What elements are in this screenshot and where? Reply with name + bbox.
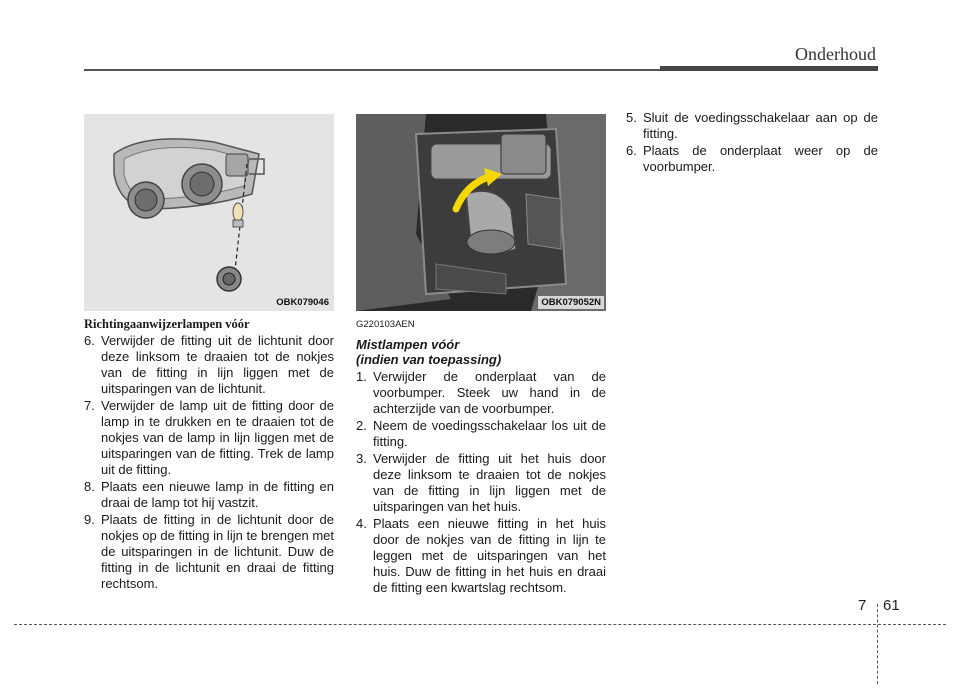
step-number: 9.: [84, 512, 95, 527]
section-title-line: Mistlampen vóór: [356, 337, 460, 352]
step-item: [356, 418, 606, 450]
step-number: 8.: [84, 479, 95, 494]
step-text: Plaats een nieuwe fitting in het huis door de nokjes van de fitting in lijn te leggen met de uitsparingen van het huis. Duw de fitting in het huis en draai de fitting een kwartslag rechtsom.: [373, 516, 606, 595]
step-item: [356, 451, 606, 515]
step-item: [626, 143, 878, 175]
step-number: 7.: [84, 398, 95, 413]
step-text: Plaats de fitting in de lichtunit door de nokjes op de fitting in lijn te brengen met de uitsparingen in de lichtunit. Duw de fitting in de lichtunit en draai de fitting rechtsom.: [101, 512, 334, 591]
page-header-title: Onderhoud: [795, 44, 876, 64]
section-title-line: (indien van toepassing): [356, 352, 502, 367]
header-rule: [84, 69, 660, 71]
step-item: [84, 333, 334, 397]
step-item: [356, 369, 606, 417]
section-title-foglamps: [356, 337, 606, 367]
step-item: [626, 110, 878, 142]
figure-code-middle: OBK079052N: [538, 296, 604, 309]
footer-divider: [877, 604, 878, 684]
step-number: 2.: [356, 418, 367, 433]
section-heading-indicators: Richtingaanwijzerlampen vóór: [84, 317, 250, 331]
step-text: Plaats een nieuwe lamp in de fitting en draai de lamp tot hij vastzit.: [101, 479, 334, 510]
step-number: 1.: [356, 369, 367, 384]
left-text-column: [84, 316, 334, 593]
chapter-number: 7: [858, 597, 867, 614]
step-text: Verwijder de fitting uit het huis door deze linksom te draaien tot de nokjes van de fitting in lijn liggen met de uitsparingen van het huis.: [373, 451, 606, 514]
page-number: 61: [883, 597, 900, 614]
step-item: [356, 516, 606, 596]
step-number: 3.: [356, 451, 367, 466]
right-text-column: [626, 110, 878, 176]
step-text: Plaats de onderplaat weer op de voorbumper.: [643, 143, 878, 174]
foglamp-illustration: [356, 114, 606, 311]
step-item: [84, 398, 334, 478]
header-rule-accent: [660, 66, 878, 71]
step-number: 6.: [626, 143, 637, 158]
reference-code: G220103AEN: [356, 319, 415, 330]
step-number: 5.: [626, 110, 637, 125]
step-text: Verwijder de onderplaat van de voorbumper. Steek uw hand in de achterzijde van de voorbumper.: [373, 369, 606, 416]
headlamp-illustration: [84, 114, 334, 311]
figure-code-left: OBK079046: [273, 296, 332, 309]
step-text: Sluit de voedingsschakelaar aan op de fitting.: [643, 110, 878, 141]
step-number: 4.: [356, 516, 367, 531]
step-number: 6.: [84, 333, 95, 348]
footer-rule: [14, 624, 946, 625]
step-text: Verwijder de fitting uit de lichtunit door deze linksom te draaien tot de nokjes van de fitting in lijn liggen met de uitsparingen van de lichtunit.: [101, 333, 334, 396]
foglamp-drawing: [356, 114, 606, 311]
step-item: [84, 512, 334, 592]
step-text: Verwijder de lamp uit de fitting door de lamp in te drukken en te draaien tot de nokjes van de lamp in lijn liggen met de uitsparingen van de fitting. Trek de lamp uit de fitting.: [101, 398, 334, 477]
step-item: [84, 479, 334, 511]
headlamp-drawing: [84, 114, 334, 311]
middle-text-column: [356, 316, 606, 597]
step-text: Neem de voedingsschakelaar los uit de fitting.: [373, 418, 606, 449]
